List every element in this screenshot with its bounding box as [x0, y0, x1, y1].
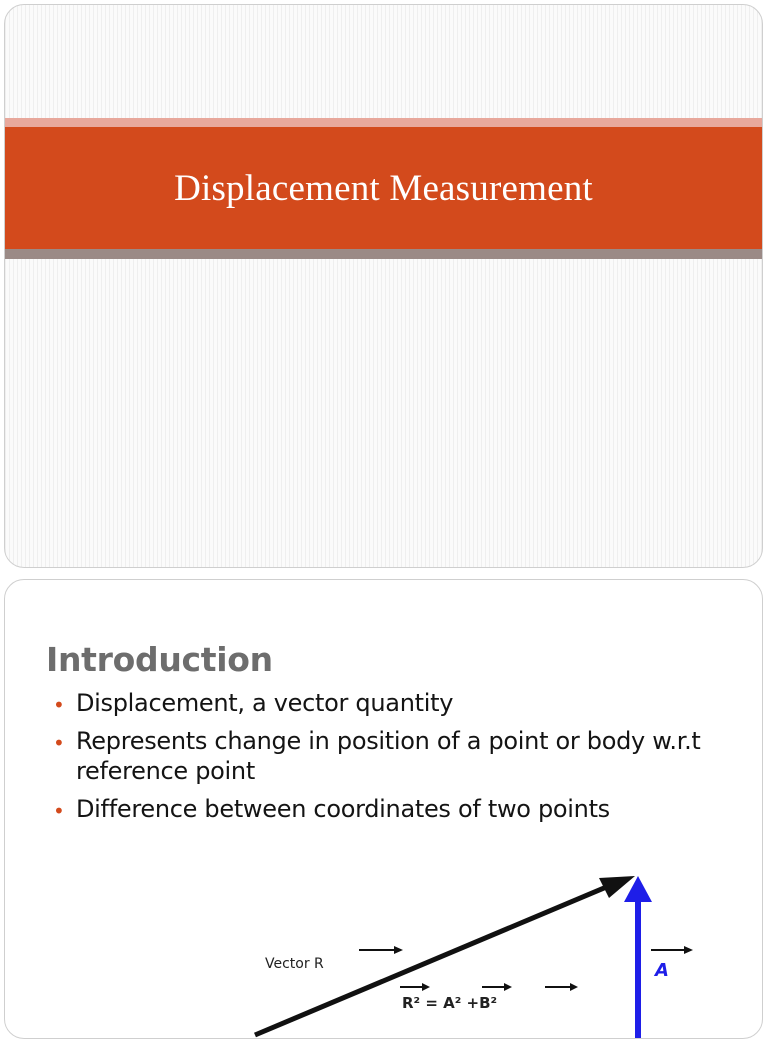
bullet-text: Difference between coordinates of two points — [76, 795, 610, 823]
bullet-icon: • — [53, 731, 65, 755]
bullet-text: Displacement, a vector quantity — [76, 689, 454, 717]
title-band — [5, 127, 762, 249]
overarrow-icon — [422, 983, 430, 991]
overarrow-icon — [504, 983, 512, 991]
overarrow-icon — [684, 946, 693, 954]
bullet-icon: • — [53, 799, 65, 823]
slide-heading: Introduction — [46, 640, 273, 679]
slide-title: Displacement Measurement — [174, 167, 593, 209]
bullet-icon: • — [53, 693, 65, 717]
introduction-slide — [4, 579, 763, 1039]
equation-text: R² = A² +B² — [402, 994, 498, 1012]
overarrow-icon — [394, 946, 403, 954]
title-bottom-stripe — [5, 249, 762, 259]
bullet-text: Represents change in position of a point or body w.r.t reference point — [76, 727, 701, 785]
vector-r-label: Vector R — [265, 956, 324, 972]
title-slide — [4, 4, 763, 568]
vector-diagram — [5, 580, 763, 1039]
overarrow-icon — [570, 983, 578, 991]
vector-a-label: A — [655, 960, 669, 981]
title-top-stripe — [5, 118, 762, 127]
